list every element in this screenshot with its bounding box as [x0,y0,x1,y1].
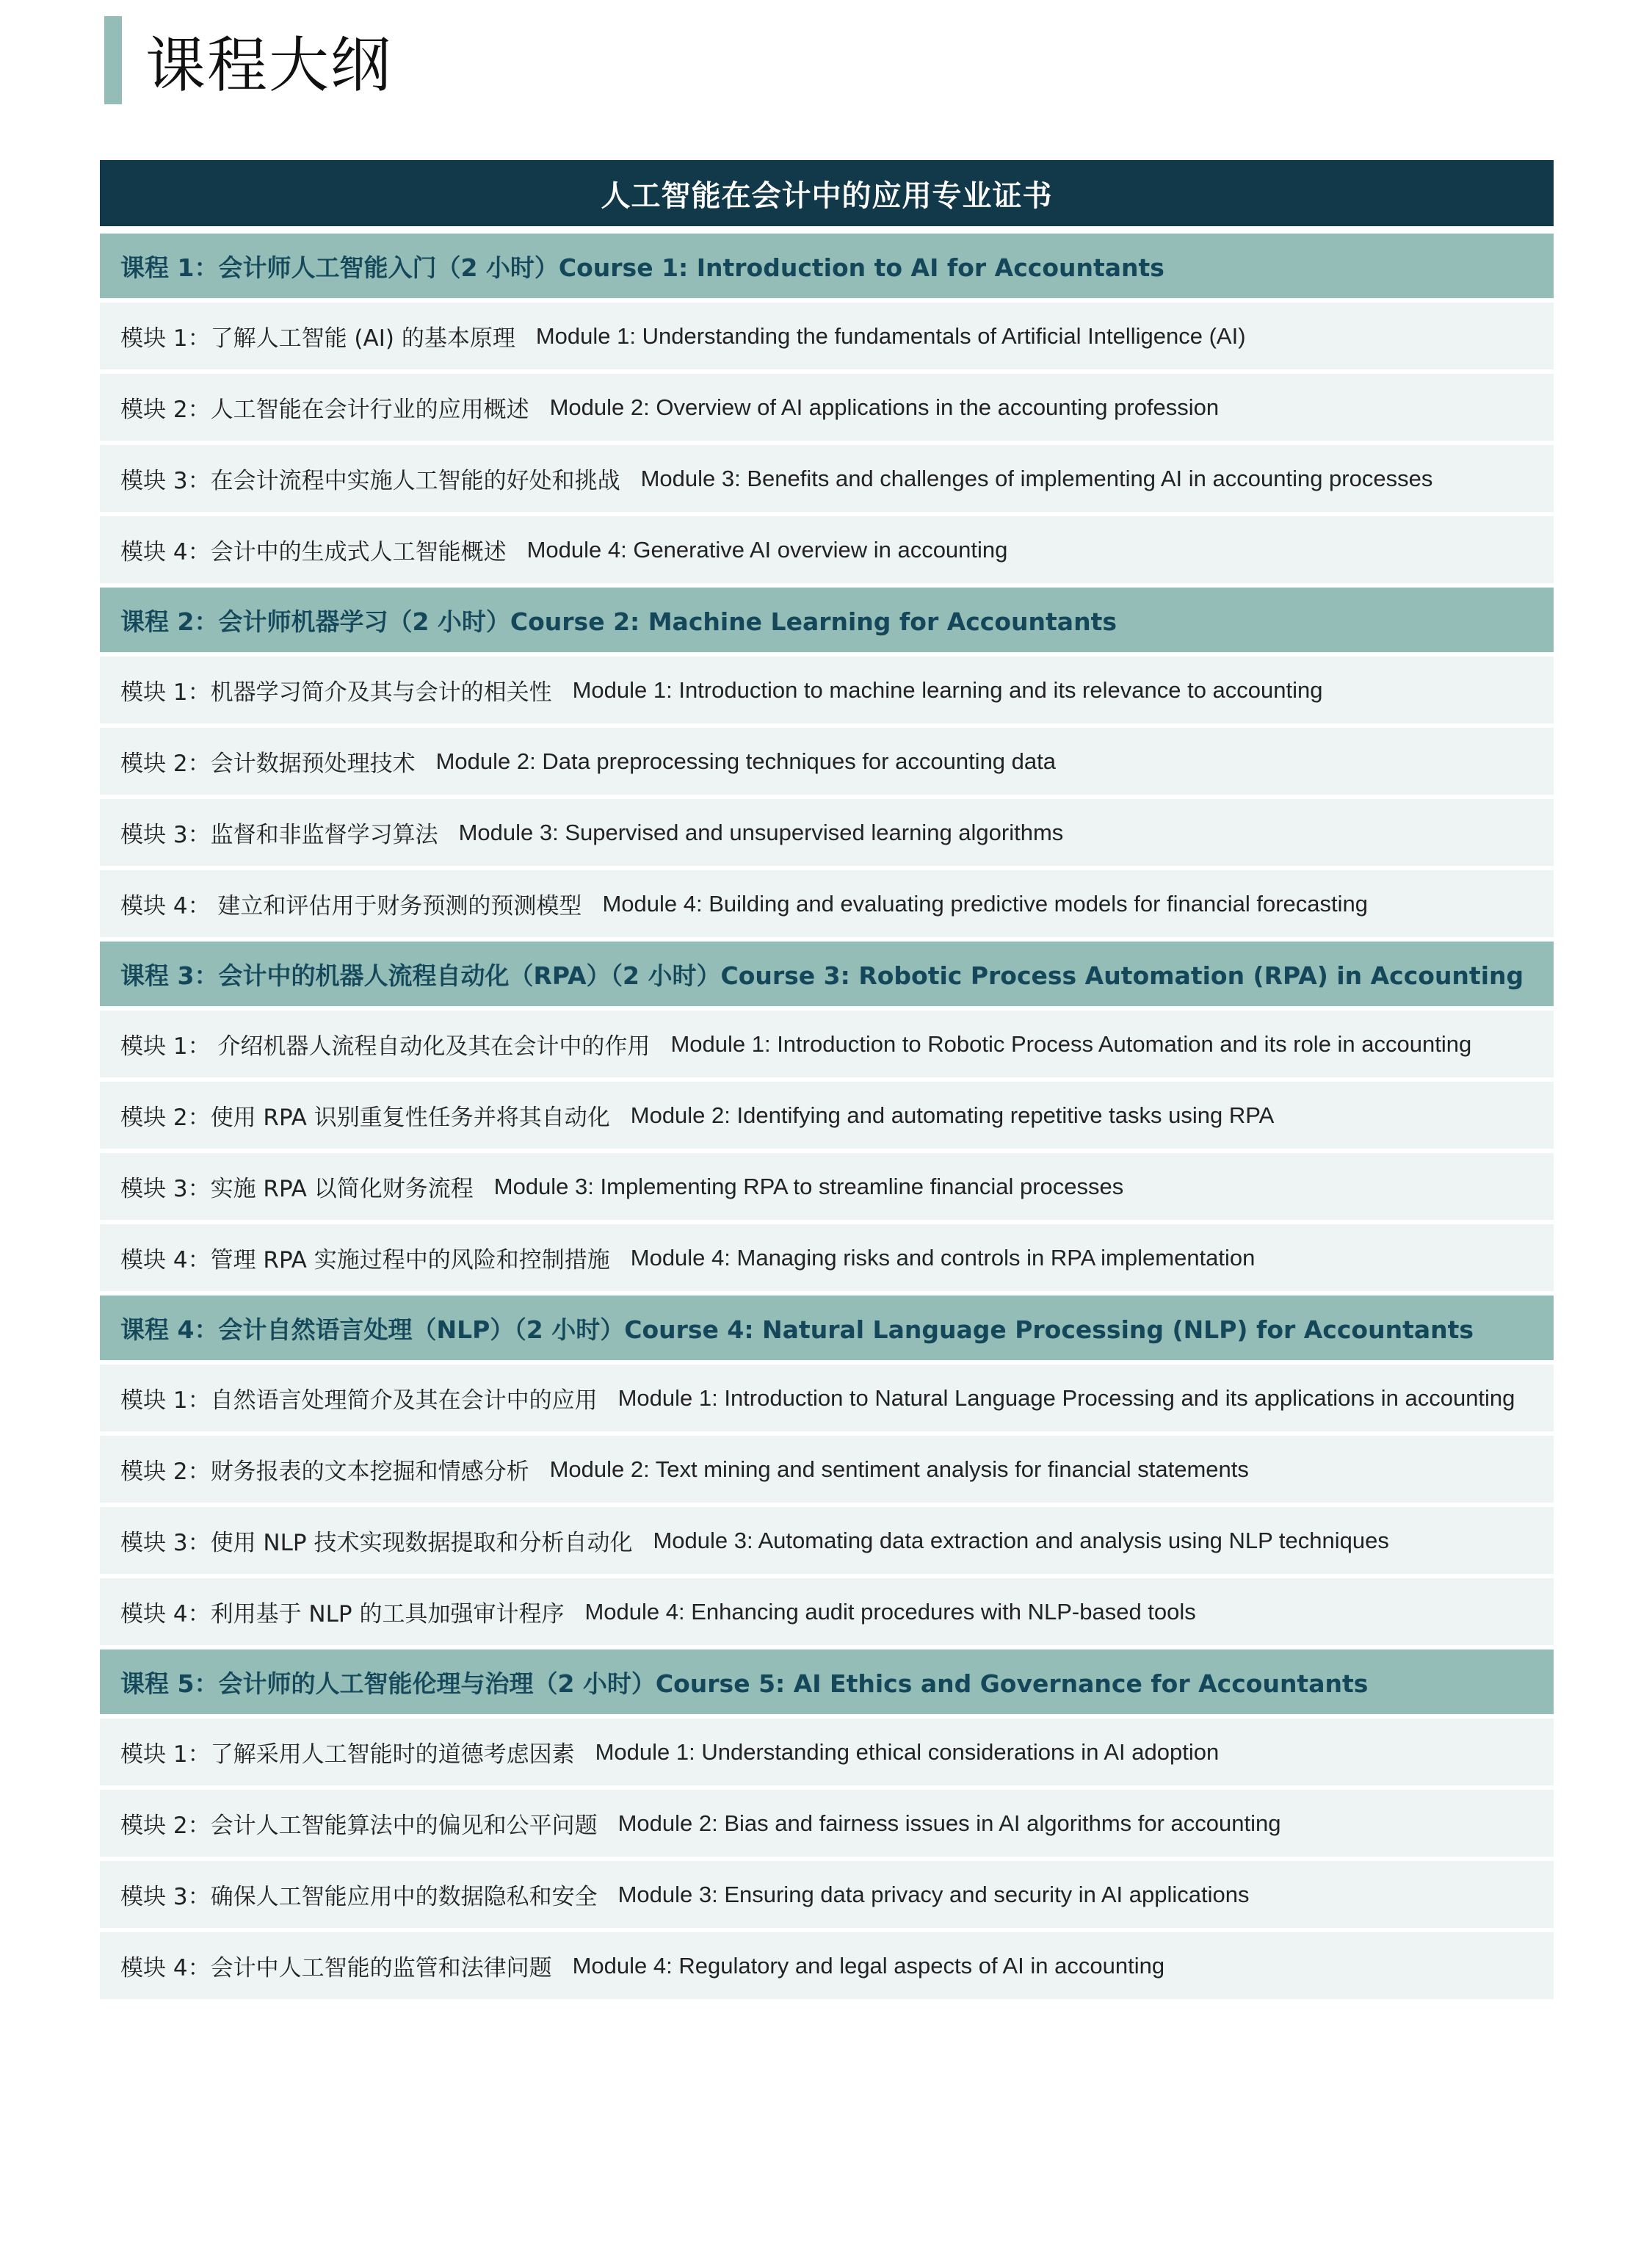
course-header-5: 课程 5：会计师的人工智能伦理与治理（2 小时）Course 5: AI Ethics and Governance for Accountants [100,1650,1554,1714]
module-row [100,1011,1554,1077]
module-title-en: Module 2: Identifying and automating repetitive tasks using RPA [630,1102,1275,1128]
title-accent-bar [104,16,122,104]
module-row [100,1861,1554,1928]
module-row [100,870,1554,937]
module-title-zh: 模块 4： 建立和评估用于财务预测的预测模型 [120,893,582,919]
module-row [100,445,1554,512]
module-title-zh: 模块 1：了解人工智能 (AI) 的基本原理 [120,325,515,352]
module-title-zh: 模块 1：机器学习简介及其与会计的相关性 [120,679,552,706]
module-title-zh: 模块 3：确保人工智能应用中的数据隐私和安全 [120,1884,598,1910]
module-title-en: Module 1: Understanding ethical considerations in AI adoption [595,1738,1220,1765]
module-title-zh: 模块 4：管理 RPA 实施过程中的风险和控制措施 [120,1247,610,1273]
module-title-en: Module 3: Supervised and unsupervised learning algorithms [458,819,1064,845]
certificate-title: 人工智能在会计中的应用专业证书 [100,160,1554,226]
module-title-zh: 模块 1： 介绍机器人流程自动化及其在会计中的作用 [120,1033,651,1060]
module-row [100,1790,1554,1857]
module-row [100,1082,1554,1149]
module-title-zh: 模块 4：会计中的生成式人工智能概述 [120,539,507,566]
module-title-en: Module 4: Generative AI overview in accounting [526,536,1008,563]
module-title-zh: 模块 2：会计人工智能算法中的偏见和公平问题 [120,1813,598,1839]
module-row [100,1932,1554,1999]
module-title-en: Module 1: Introduction to Robotic Process Automation and its role in accounting [670,1030,1472,1057]
module-row [100,1719,1554,1785]
module-title-en: Module 3: Automating data extraction and analysis using NLP techniques [653,1527,1389,1553]
module-title-en: Module 3: Implementing RPA to streamline financial processes [493,1173,1124,1199]
module-title-en: Module 4: Managing risks and controls in RPA implementation [630,1244,1256,1271]
module-title-en: Module 4: Building and evaluating predictive models for financial forecasting [602,890,1368,917]
module-title-zh: 模块 3：在会计流程中实施人工智能的好处和挑战 [120,468,620,494]
module-title-en: Module 3: Ensuring data privacy and security in AI applications [617,1881,1250,1907]
page-title: 课程大纲 [145,30,393,101]
module-row [100,516,1554,583]
module-title-zh: 模块 3：监督和非监督学习算法 [120,822,438,848]
course-header-4: 课程 4：会计自然语言处理（NLP）（2 小时）Course 4: Natural Language Processing (NLP) for Accountants [100,1296,1554,1360]
module-title-zh: 模块 2：财务报表的文本挖掘和情感分析 [120,1459,529,1485]
module-title-zh: 模块 2：人工智能在会计行业的应用概述 [120,397,529,423]
module-title-en: Module 1: Introduction to Natural Language Processing and its applications in accounting [617,1384,1515,1411]
module-title-en: Module 2: Text mining and sentiment analysis for financial statements [549,1456,1249,1482]
module-row [100,374,1554,441]
module-row [100,728,1554,795]
module-row [100,1436,1554,1503]
module-row [100,303,1554,369]
module-title-zh: 模块 1：自然语言处理简介及其在会计中的应用 [120,1387,598,1414]
module-row [100,657,1554,723]
course-header-2: 课程 2：会计师机器学习（2 小时）Course 2: Machine Learning for Accountants [100,588,1554,652]
page-header [104,16,392,104]
module-title-zh: 模块 4：会计中人工智能的监管和法律问题 [120,1955,552,1981]
course-header-3: 课程 3：会计中的机器人流程自动化（RPA）（2 小时）Course 3: Robotic Process Automation (RPA) in Accounting [100,942,1554,1006]
course-header-1: 课程 1：会计师人工智能入门（2 小时）Course 1: Introduction to AI for Accountants [100,234,1554,298]
module-row [100,1365,1554,1431]
module-row [100,1507,1554,1574]
module-title-en: Module 2: Overview of AI applications in the accounting profession [549,394,1220,420]
module-title-en: Module 1: Introduction to machine learning and its relevance to accounting [572,676,1323,703]
module-title-zh: 模块 4：利用基于 NLP 的工具加强审计程序 [120,1601,565,1627]
module-title-zh: 模块 2：使用 RPA 识别重复性任务并将其自动化 [120,1105,610,1131]
module-title-en: Module 4: Regulatory and legal aspects of AI in accounting [572,1952,1165,1979]
module-row [100,799,1554,866]
course-outline-table [100,160,1554,2004]
module-title-en: Module 2: Bias and fairness issues in AI algorithms for accounting [617,1810,1281,1836]
module-row [100,1224,1554,1291]
module-row [100,1578,1554,1645]
module-title-zh: 模块 1：了解采用人工智能时的道德考虑因素 [120,1741,575,1768]
module-title-zh: 模块 3：实施 RPA 以简化财务流程 [120,1176,474,1202]
module-title-zh: 模块 3：使用 NLP 技术实现数据提取和分析自动化 [120,1530,633,1556]
module-title-zh: 模块 2：会计数据预处理技术 [120,751,416,777]
module-title-en: Module 2: Data preprocessing techniques for accounting data [435,748,1056,774]
module-title-en: Module 4: Enhancing audit procedures with NLP-based tools [584,1598,1196,1625]
module-title-en: Module 1: Understanding the fundamentals of Artificial Intelligence (AI) [535,322,1246,349]
module-row [100,1153,1554,1220]
module-title-en: Module 3: Benefits and challenges of implementing AI in accounting processes [640,465,1433,491]
